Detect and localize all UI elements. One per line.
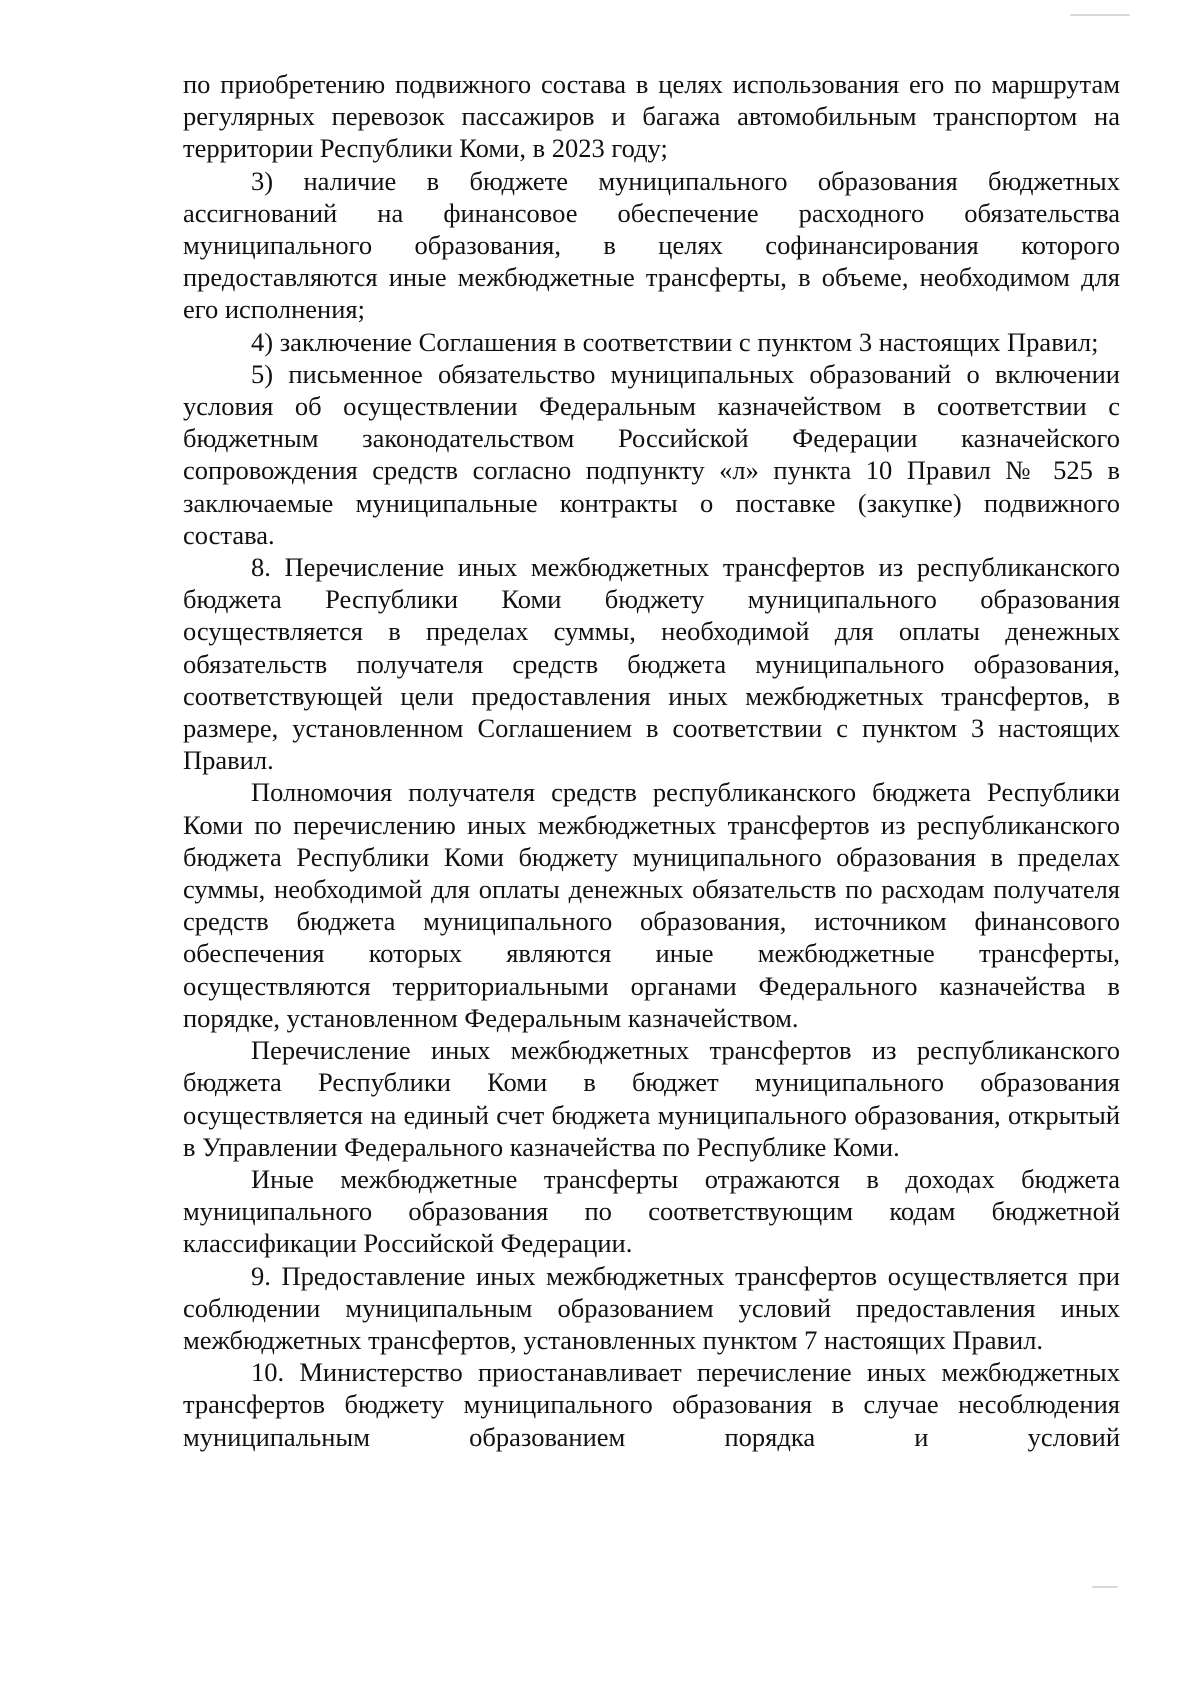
paragraph-transfer-account: Перечисление иных межбюджетных трансфертов из республиканского бюджета Республики Коми в бюджет муниципального образования осуществляется на единый счет бюджета муниципального образования, открытый в Управлении Федерального казначейства по Республике Коми. bbox=[183, 1035, 1120, 1162]
paragraph-clause-9: 9. Предоставление иных межбюджетных трансфертов осуществляется при соблюдении муниципальным образованием условий предоставления иных межбюджетных трансфертов, установленных пунктом 7 настоящих Правил. bbox=[183, 1260, 1120, 1355]
scan-artifact bbox=[1092, 1586, 1118, 1588]
paragraph-income-reflection: Иные межбюджетные трансферты отражаются в доходах бюджета муниципального образования по соответствующим кодам бюджетной классификации Российской Федерации. bbox=[183, 1163, 1120, 1259]
paragraph-clause-8: 8. Перечисление иных межбюджетных трансфертов из республиканского бюджета Республики Коми бюджету муниципального образования осуществляется в пределах суммы, необходимой для оплаты денежных обязательств получателя средств бюджета муниципального образования, соответствующей цели предоставления иных межбюджетных трансфертов, в размере, установленном Соглашением в соответствии с пунктом 3 настоящих Правил. bbox=[183, 552, 1120, 776]
paragraph-condition-3: 3) наличие в бюджете муниципального образования бюджетных ассигнований на финансовое обеспечение расходного обязательства муниципального образования, в целях софинансирования которого предоставляются иные межбюджетные трансферты, в объеме, необходимом для его исполнения; bbox=[183, 165, 1120, 325]
paragraph-condition-5: 5) письменное обязательство муниципальных образований о включении условия об осуществлении Федеральным казначейством в соответствии с бюджетным законодательством Российской Федерации казначейского сопровождения средств согласно подпункту «л» пункта 10 Правил № 525 в заключаемые муниципальные контракты о поставке (закупке) подвижного состава. bbox=[183, 358, 1120, 550]
paragraph-powers: Полномочия получателя средств республиканского бюджета Республики Коми по перечислению иных межбюджетных трансфертов из республиканского бюджета Республики Коми бюджету муниципального образования в пределах суммы, необходимой для оплаты денежных обязательств по расходам получателя средств бюджета муниципального образования, источником финансового обеспечения которых являются иные межбюджетные трансферты, осуществляются территориальными органами Федерального казначейства в порядке, установленном Федеральным казначейством. bbox=[183, 777, 1120, 1033]
paragraph-continuation: по приобретению подвижного состава в целях использования его по маршрутам регулярных перевозок пассажиров и багажа автомобильным транспортом на территории Республики Коми, в 2023 году; bbox=[183, 69, 1120, 164]
document-body bbox=[183, 68, 1120, 1453]
paragraph-condition-4: 4) заключение Соглашения в соответствии с пунктом 3 настоящих Правил; bbox=[251, 326, 1099, 357]
scan-artifact bbox=[1070, 14, 1130, 16]
paragraph-clause-10: 10. Министерство приостанавливает перечисление иных межбюджетных трансфертов бюджету муниципального образования в случае несоблюдения муниципальным образованием порядка и условий bbox=[183, 1357, 1120, 1452]
